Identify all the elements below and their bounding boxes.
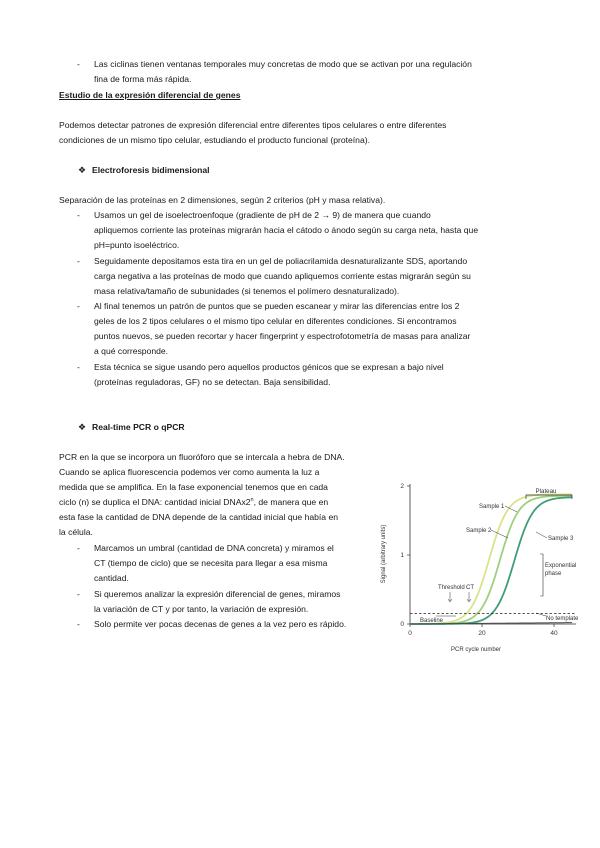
series-line-sample-3 <box>410 497 572 624</box>
section-title: Estudio de la expresión diferencial de genes <box>59 90 241 100</box>
sample3-label: Sample 3 <box>548 536 574 542</box>
text-line: Al final tenemos un patrón de puntos que se pueden escanear y mirar las diferencias entre los 2 <box>94 301 460 311</box>
text-line: cantidad. <box>94 573 129 583</box>
bullet-dash: - <box>77 619 80 629</box>
sample2-label: Sample 2 <box>466 528 492 534</box>
baseline-label: Baseline <box>420 618 444 624</box>
x-tick-label: 0 <box>408 630 412 637</box>
y-tick-label: 0 <box>400 621 404 628</box>
text-line: Solo permite ver pocas decenas de genes a la vez pero es rápido. <box>94 619 347 629</box>
text-line: Marcamos un umbral (cantidad de DNA concreta) y miramos el <box>94 543 334 553</box>
bullet-dash: - <box>77 256 80 266</box>
series-line-sample-1 <box>410 494 572 624</box>
text-line: Las ciclinas tienen ventanas temporales muy concretas de modo que se activan por una regulación <box>94 59 472 69</box>
y-axis-title: Signal (arbitrary units) <box>381 524 387 584</box>
text-line: condiciones de un mismo tipo celular, estudiando el producto funcional (proteína). <box>59 135 370 145</box>
x-tick-label: 20 <box>478 630 486 637</box>
bullet-dash: - <box>77 543 80 553</box>
phase-label: phase <box>545 571 562 577</box>
x-axis-title: PCR cycle number <box>450 647 502 653</box>
text-line: carga negativa a las proteínas de modo que cuando apliquemos corriente estas migrarán según su <box>94 271 471 281</box>
sample3-leader <box>536 532 547 538</box>
text-line: CT (tiempo de ciclo) que se necesita para llegar a esa misma <box>94 558 328 568</box>
text-line: la variación de CT y por tanto, la variación de expresión. <box>94 604 309 614</box>
bullet-dash: - <box>77 362 80 372</box>
text-line: pH=punto isoeléctrico. <box>94 240 180 250</box>
y-tick-label: 2 <box>400 483 404 490</box>
text-line: medida que se amplifica. En la fase exponencial tenemos que en cada <box>59 482 328 492</box>
sample2-leader <box>491 530 508 538</box>
text-line: apliquemos corriente las proteínas migrarán hacia el cátodo o ánodo según su carga neta, hasta que <box>94 225 479 235</box>
text-line: Usamos un gel de isoelectroenfoque (gradiente de pH de 2 → 9) de manera que cuando <box>94 210 431 220</box>
text-line: Si queremos analizar la expresión diferencial de genes, miramos <box>94 589 341 599</box>
text-line: Seguidamente depositamos esta tira en un gel de poliacrilamida desnaturalizante SDS, aportando <box>94 256 468 266</box>
subsection-title: ❖ Real-time PCR o qPCR <box>78 420 185 436</box>
threshold-arrow-icon <box>448 592 452 602</box>
text-line: la célula. <box>59 527 93 537</box>
series-line-sample-2 <box>410 496 572 624</box>
ct-arrow-icon <box>467 592 471 602</box>
text-line: masa relativa/tamaño de subunidades (si tenemos el polímero desnaturalizado). <box>94 286 400 296</box>
y-tick-label: 1 <box>400 552 404 559</box>
text-line: Esta técnica se sigue usando pero aquellos productos génicos que se expresan a bajo nivel <box>94 362 444 372</box>
text-line: PCR en la que se incorpora un fluoróforo que se intercala a hebra de DNA. <box>59 452 345 462</box>
text-line: a qué corresponde. <box>94 346 169 356</box>
x-tick-label: 40 <box>550 630 558 637</box>
subsection-title: ❖ Electroforesis bidimensional <box>78 163 209 179</box>
exponential-label: Exponential <box>545 563 577 569</box>
no-template-label: No template <box>546 616 579 622</box>
text-line: Podemos detectar patrones de expresión diferencial entre diferentes tipos celulares o entre diferentes <box>59 120 447 130</box>
document-page: - Las ciclinas tienen ventanas temporales muy concretas de modo que se activan por una regulación fina de forma más rápida. Estudio de la expresión diferencial de genes Podemos detectar patrones de expresión diferencial entre diferentes tipos celulares o entre diferentes condiciones de un mismo tipo celular, estudiando el producto funcional (proteína). ❖ Electroforesis bidimensional Separación de las proteínas en 2 dimensiones, según 2 criterios (pH y masa relativa). - Usamos un gel de isoelectroenfoque (gradiente de pH de 2 → 9) de manera que cuando apliquemos corriente las proteínas migrarán hacia el cátodo o ánodo según su carga neta, hasta que pH=punto isoeléctrico. - Seguidamente depositamos esta tira en un gel de poliacrilamida desnaturalizante SDS, aportando carga negativa a las proteínas de modo que cuando apliquemos corriente estas migrarán según su masa relativa/tamaño de subunidades (si tenemos el polímero desnaturalizado). - Al final tenemos un patrón de puntos que se pueden escanear y mirar las diferencias entre los 2 geles de los 2 tipos celulares o el mismo tipo celular en diferentes condiciones. Si encontramos puntos nuevos, se pueden recortar y hacer fingerprint y espectrofotometría de masas para analizar a qué corresponde. - Esta técnica se sigue usando pero aquellos productos génicos que se expresan a bajo nivel (proteínas reguladoras, GF) no se detectan. Baja sensibilidad. ❖ Real-time PCR o qPCR PCR en la que se incorpora un fluoróforo que se intercala a hebra de DNA. Cuando se aplica fluorescencia podemos ver como aumenta la luz a medida que se amplifica. En la fase exponencial tenemos que en cada ciclo (n) se duplica el DNA: cantidad inicial DNAx2$^n$, de manera que en esta fase la cantidad de DNA depende de la cantidad inicial que había en la célula. - Marcamos un umbral (cantidad de DNA concreta) y miramos el CT (tiempo de ciclo) que se necesita para llegar a esa misma cantidad. - Si queremos analizar la expresión diferencial de genes, miramos la variación de CT y por tanto, la variación de expresión. - Solo permite ver pocas decenas de genes a la vez pero es rápido. 0 20 40 0 1 2 Plateau Sample 1 Sample 2 Sample 3 Exponential phase Threshold CT Baseline No template PCR cycle number Signal (arbitrary units) <box>0 0 600 848</box>
text-line: Cuando se aplica fluorescencia podemos ver como aumenta la luz a <box>59 467 320 477</box>
text-line: esta fase la cantidad de DNA depende de la cantidad inicial que había en <box>59 512 339 522</box>
plateau-label: Plateau <box>535 488 557 495</box>
exponential-bracket <box>540 554 543 596</box>
text-line: fina de forma más rápida. <box>94 74 192 84</box>
diamond-bullet-icon: ❖ <box>78 422 87 432</box>
text-line: (proteínas reguladoras, GF) no se detectan. Baja sensibilidad. <box>94 377 331 387</box>
text-line: puntos nuevos, se pueden recortar y hacer fingerprint y espectrofotometría de masas para analizar <box>94 331 471 341</box>
threshold-label: Threshold <box>438 585 465 591</box>
diamond-bullet-icon: ❖ <box>78 165 87 175</box>
text-line: ciclo (n) se duplica el DNA: cantidad inicial DNAx2$^n$, de manera que en <box>59 497 329 507</box>
text-line: Separación de las proteínas en 2 dimensiones, según 2 criterios (pH y masa relativa). <box>59 195 386 205</box>
bullet-dash: - <box>77 210 80 220</box>
qpcr-amplification-chart <box>376 474 592 654</box>
text-line: geles de los 2 tipos celulares o el mismo tipo celular en diferentes condiciones. Si encontramos <box>94 316 457 326</box>
ct-label: CT <box>466 585 474 591</box>
bullet-dash: - <box>77 301 80 311</box>
sample1-label: Sample 1 <box>479 504 505 510</box>
bullet-dash: - <box>77 589 80 599</box>
